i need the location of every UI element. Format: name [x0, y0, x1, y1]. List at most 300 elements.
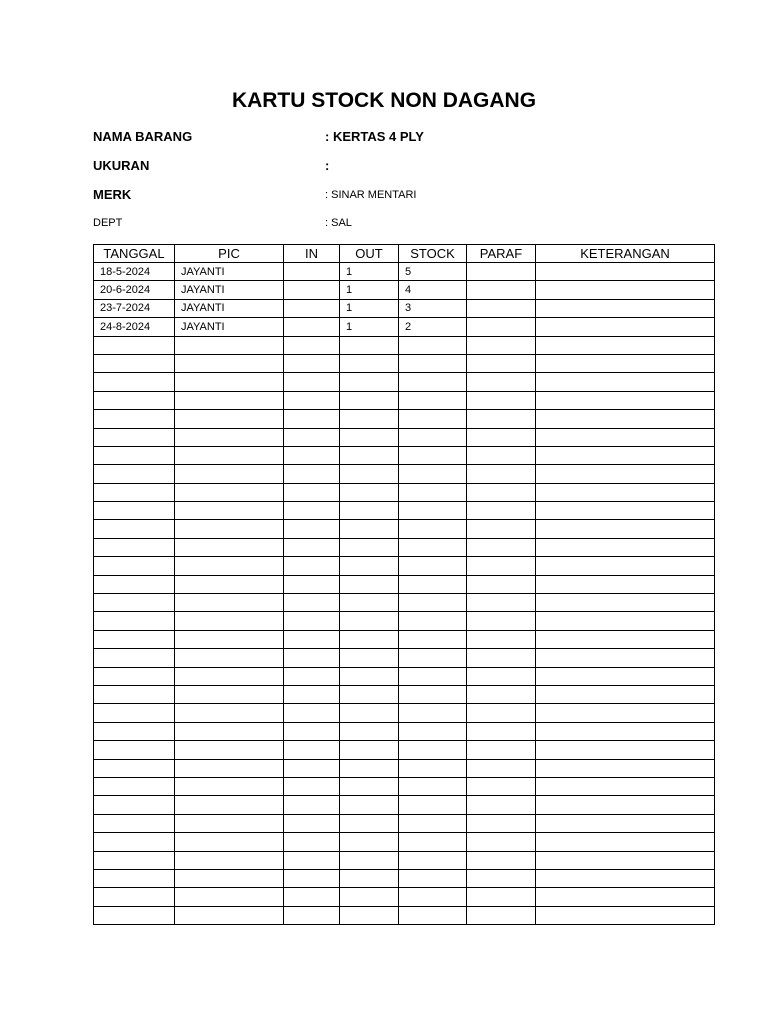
cell-out [340, 741, 399, 759]
cell-paraf [467, 851, 536, 869]
cell-in [284, 667, 340, 685]
table-row [94, 814, 715, 832]
cell-in [284, 502, 340, 520]
table-row [94, 428, 715, 446]
cell-in [284, 814, 340, 832]
cell-pic [175, 502, 284, 520]
cell-tanggal [94, 630, 175, 648]
cell-in [284, 722, 340, 740]
cell-tanggal [94, 354, 175, 372]
table-row [94, 410, 715, 428]
cell-paraf [467, 502, 536, 520]
cell-stock [399, 741, 467, 759]
cell-in [284, 833, 340, 851]
table-row [94, 667, 715, 685]
cell-out [340, 594, 399, 612]
cell-stock [399, 557, 467, 575]
cell-keterangan [536, 833, 715, 851]
cell-in [284, 594, 340, 612]
table-row [94, 263, 715, 281]
cell-pic [175, 354, 284, 372]
cell-keterangan [536, 906, 715, 924]
cell-in [284, 520, 340, 538]
cell-pic: JAYANTI [175, 299, 284, 317]
cell-keterangan [536, 814, 715, 832]
table-row [94, 299, 715, 317]
cell-paraf [467, 722, 536, 740]
cell-tanggal [94, 851, 175, 869]
cell-stock [399, 722, 467, 740]
cell-pic [175, 538, 284, 556]
cell-pic [175, 814, 284, 832]
cell-keterangan [536, 428, 715, 446]
cell-stock [399, 777, 467, 795]
cell-out: 1 [340, 318, 399, 336]
cell-in [284, 796, 340, 814]
cell-paraf [467, 906, 536, 924]
cell-stock [399, 502, 467, 520]
cell-in [284, 759, 340, 777]
cell-pic [175, 336, 284, 354]
table-row [94, 391, 715, 409]
cell-keterangan [536, 281, 715, 299]
merk-value: : SINAR MENTARI [325, 189, 417, 201]
cell-tanggal: 18-5-2024 [94, 263, 175, 281]
table-row [94, 906, 715, 924]
page-title: KARTU STOCK NON DAGANG [231, 89, 537, 112]
cell-keterangan [536, 263, 715, 281]
cell-tanggal [94, 649, 175, 667]
table-row [94, 704, 715, 722]
cell-keterangan [536, 796, 715, 814]
cell-paraf [467, 446, 536, 464]
table-row [94, 446, 715, 464]
table-row [94, 373, 715, 391]
cell-in [284, 410, 340, 428]
cell-paraf [467, 281, 536, 299]
cell-keterangan [536, 869, 715, 887]
cell-stock [399, 446, 467, 464]
cell-stock [399, 373, 467, 391]
cell-out: 1 [340, 263, 399, 281]
table-row [94, 630, 715, 648]
cell-out [340, 465, 399, 483]
cell-out: 1 [340, 299, 399, 317]
cell-in [284, 299, 340, 317]
cell-tanggal [94, 869, 175, 887]
cell-stock [399, 704, 467, 722]
cell-paraf [467, 373, 536, 391]
cell-tanggal [94, 685, 175, 703]
cell-in [284, 851, 340, 869]
cell-paraf [467, 520, 536, 538]
cell-stock [399, 336, 467, 354]
cell-out [340, 336, 399, 354]
table-row [94, 833, 715, 851]
nama-barang-value: : KERTAS 4 PLY [325, 129, 424, 144]
cell-pic [175, 373, 284, 391]
cell-in [284, 538, 340, 556]
cell-keterangan [536, 520, 715, 538]
cell-in [284, 281, 340, 299]
table-row [94, 612, 715, 630]
cell-pic [175, 446, 284, 464]
cell-paraf [467, 354, 536, 372]
cell-pic [175, 465, 284, 483]
cell-stock [399, 594, 467, 612]
cell-paraf [467, 630, 536, 648]
cell-out [340, 538, 399, 556]
cell-keterangan [536, 630, 715, 648]
cell-keterangan [536, 888, 715, 906]
cell-out [340, 704, 399, 722]
cell-stock [399, 796, 467, 814]
cell-keterangan [536, 410, 715, 428]
cell-tanggal [94, 722, 175, 740]
cell-paraf [467, 685, 536, 703]
cell-in [284, 391, 340, 409]
cell-keterangan [536, 446, 715, 464]
cell-out [340, 888, 399, 906]
cell-in [284, 354, 340, 372]
cell-paraf [467, 759, 536, 777]
cell-in [284, 685, 340, 703]
cell-pic [175, 612, 284, 630]
cell-pic [175, 869, 284, 887]
cell-pic [175, 685, 284, 703]
cell-stock [399, 483, 467, 501]
cell-out [340, 667, 399, 685]
cell-in [284, 888, 340, 906]
cell-pic [175, 722, 284, 740]
cell-stock [399, 465, 467, 483]
cell-paraf [467, 612, 536, 630]
cell-keterangan [536, 318, 715, 336]
cell-paraf [467, 428, 536, 446]
cell-tanggal [94, 502, 175, 520]
cell-tanggal [94, 741, 175, 759]
cell-paraf [467, 869, 536, 887]
cell-stock [399, 685, 467, 703]
cell-out [340, 446, 399, 464]
cell-pic [175, 851, 284, 869]
cell-tanggal [94, 575, 175, 593]
cell-keterangan [536, 667, 715, 685]
cell-paraf [467, 557, 536, 575]
cell-out [340, 722, 399, 740]
table-row [94, 538, 715, 556]
cell-paraf [467, 391, 536, 409]
cell-out [340, 520, 399, 538]
cell-tanggal [94, 446, 175, 464]
cell-keterangan [536, 741, 715, 759]
cell-out [340, 354, 399, 372]
cell-keterangan [536, 538, 715, 556]
cell-tanggal [94, 557, 175, 575]
table-row [94, 354, 715, 372]
stock-table [93, 244, 715, 925]
table-row [94, 575, 715, 593]
col-header-out: OUT [340, 245, 399, 263]
cell-tanggal [94, 465, 175, 483]
merk-label: MERK [93, 187, 132, 202]
cell-paraf [467, 704, 536, 722]
cell-pic [175, 483, 284, 501]
cell-out [340, 612, 399, 630]
cell-out [340, 391, 399, 409]
cell-paraf [467, 538, 536, 556]
cell-tanggal [94, 391, 175, 409]
cell-paraf [467, 318, 536, 336]
cell-stock [399, 759, 467, 777]
cell-tanggal [94, 777, 175, 795]
cell-stock [399, 869, 467, 887]
cell-in [284, 630, 340, 648]
cell-keterangan [536, 465, 715, 483]
col-header-stock: STOCK [399, 245, 467, 263]
cell-stock: 4 [399, 281, 467, 299]
cell-pic [175, 796, 284, 814]
table-row [94, 649, 715, 667]
ukuran-label: UKURAN [93, 158, 150, 173]
cell-tanggal [94, 814, 175, 832]
cell-in [284, 318, 340, 336]
cell-tanggal [94, 538, 175, 556]
cell-paraf [467, 336, 536, 354]
cell-stock [399, 428, 467, 446]
cell-keterangan [536, 851, 715, 869]
cell-out [340, 759, 399, 777]
cell-out [340, 502, 399, 520]
cell-keterangan [536, 649, 715, 667]
cell-paraf [467, 299, 536, 317]
cell-pic [175, 575, 284, 593]
cell-out [340, 649, 399, 667]
cell-out [340, 630, 399, 648]
dept-value: : SAL [325, 217, 352, 229]
cell-out [340, 373, 399, 391]
cell-pic: JAYANTI [175, 263, 284, 281]
cell-tanggal [94, 888, 175, 906]
cell-pic [175, 557, 284, 575]
cell-in [284, 465, 340, 483]
cell-stock: 3 [399, 299, 467, 317]
cell-keterangan [536, 483, 715, 501]
cell-out [340, 410, 399, 428]
cell-in [284, 336, 340, 354]
table-row [94, 281, 715, 299]
table-row [94, 869, 715, 887]
cell-stock [399, 538, 467, 556]
cell-in [284, 557, 340, 575]
cell-keterangan [536, 336, 715, 354]
cell-stock [399, 520, 467, 538]
cell-out [340, 685, 399, 703]
cell-tanggal [94, 373, 175, 391]
cell-stock [399, 814, 467, 832]
cell-tanggal [94, 336, 175, 354]
cell-in [284, 428, 340, 446]
cell-paraf [467, 263, 536, 281]
cell-in [284, 869, 340, 887]
ukuran-value: : [325, 158, 330, 173]
cell-pic [175, 833, 284, 851]
cell-stock [399, 410, 467, 428]
cell-stock [399, 833, 467, 851]
table-row [94, 888, 715, 906]
col-header-in: IN [284, 245, 340, 263]
cell-in [284, 483, 340, 501]
cell-pic [175, 594, 284, 612]
cell-in [284, 373, 340, 391]
cell-tanggal [94, 833, 175, 851]
cell-tanggal [94, 483, 175, 501]
cell-tanggal [94, 796, 175, 814]
cell-pic [175, 741, 284, 759]
cell-pic [175, 649, 284, 667]
table-row [94, 557, 715, 575]
cell-keterangan [536, 685, 715, 703]
cell-tanggal: 20-6-2024 [94, 281, 175, 299]
table-header-row [94, 245, 715, 263]
cell-tanggal [94, 667, 175, 685]
stock-table-body [94, 263, 715, 925]
cell-in [284, 612, 340, 630]
cell-paraf [467, 649, 536, 667]
cell-paraf [467, 483, 536, 501]
cell-out [340, 814, 399, 832]
cell-keterangan [536, 704, 715, 722]
cell-stock: 2 [399, 318, 467, 336]
cell-out [340, 557, 399, 575]
cell-stock [399, 575, 467, 593]
cell-paraf [467, 888, 536, 906]
cell-stock [399, 630, 467, 648]
cell-stock [399, 667, 467, 685]
cell-out [340, 833, 399, 851]
cell-pic [175, 759, 284, 777]
cell-pic [175, 410, 284, 428]
cell-stock [399, 391, 467, 409]
cell-paraf [467, 575, 536, 593]
cell-keterangan [536, 391, 715, 409]
cell-tanggal: 24-8-2024 [94, 318, 175, 336]
cell-tanggal [94, 520, 175, 538]
cell-pic [175, 888, 284, 906]
cell-tanggal [94, 704, 175, 722]
cell-in [284, 704, 340, 722]
cell-stock [399, 906, 467, 924]
cell-tanggal [94, 759, 175, 777]
cell-stock [399, 851, 467, 869]
cell-tanggal: 23-7-2024 [94, 299, 175, 317]
cell-pic [175, 391, 284, 409]
cell-out: 1 [340, 281, 399, 299]
cell-in [284, 446, 340, 464]
cell-pic [175, 520, 284, 538]
col-header-keterangan: KETERANGAN [536, 245, 715, 263]
cell-keterangan [536, 759, 715, 777]
cell-tanggal [94, 594, 175, 612]
table-row [94, 483, 715, 501]
cell-keterangan [536, 373, 715, 391]
cell-paraf [467, 667, 536, 685]
cell-keterangan [536, 594, 715, 612]
cell-out [340, 851, 399, 869]
cell-keterangan [536, 299, 715, 317]
cell-pic [175, 906, 284, 924]
cell-out [340, 869, 399, 887]
table-row [94, 741, 715, 759]
table-row [94, 685, 715, 703]
cell-out [340, 906, 399, 924]
cell-paraf [467, 741, 536, 759]
cell-keterangan [536, 722, 715, 740]
cell-pic [175, 777, 284, 795]
cell-keterangan [536, 354, 715, 372]
cell-pic [175, 630, 284, 648]
table-row [94, 502, 715, 520]
cell-out [340, 796, 399, 814]
cell-out [340, 428, 399, 446]
table-row [94, 336, 715, 354]
cell-paraf [467, 796, 536, 814]
cell-stock [399, 649, 467, 667]
cell-in [284, 649, 340, 667]
cell-paraf [467, 410, 536, 428]
dept-label: DEPT [93, 217, 123, 229]
table-row [94, 796, 715, 814]
cell-paraf [467, 833, 536, 851]
col-header-paraf: PARAF [467, 245, 536, 263]
table-row [94, 594, 715, 612]
cell-stock: 5 [399, 263, 467, 281]
table-row [94, 520, 715, 538]
cell-in [284, 263, 340, 281]
cell-keterangan [536, 777, 715, 795]
cell-pic: JAYANTI [175, 281, 284, 299]
cell-pic: JAYANTI [175, 318, 284, 336]
cell-keterangan [536, 612, 715, 630]
cell-in [284, 741, 340, 759]
cell-stock [399, 612, 467, 630]
cell-paraf [467, 814, 536, 832]
cell-stock [399, 354, 467, 372]
cell-keterangan [536, 557, 715, 575]
cell-paraf [467, 594, 536, 612]
table-row [94, 465, 715, 483]
cell-tanggal [94, 410, 175, 428]
cell-out [340, 483, 399, 501]
col-header-tanggal: TANGGAL [94, 245, 175, 263]
table-row [94, 851, 715, 869]
cell-paraf [467, 465, 536, 483]
cell-in [284, 906, 340, 924]
cell-keterangan [536, 502, 715, 520]
cell-pic [175, 428, 284, 446]
cell-tanggal [94, 612, 175, 630]
cell-keterangan [536, 575, 715, 593]
cell-pic [175, 667, 284, 685]
table-row [94, 722, 715, 740]
nama-barang-label: NAMA BARANG [93, 129, 193, 144]
cell-in [284, 575, 340, 593]
col-header-pic: PIC [175, 245, 284, 263]
cell-tanggal [94, 428, 175, 446]
cell-tanggal [94, 906, 175, 924]
cell-in [284, 777, 340, 795]
table-row [94, 777, 715, 795]
